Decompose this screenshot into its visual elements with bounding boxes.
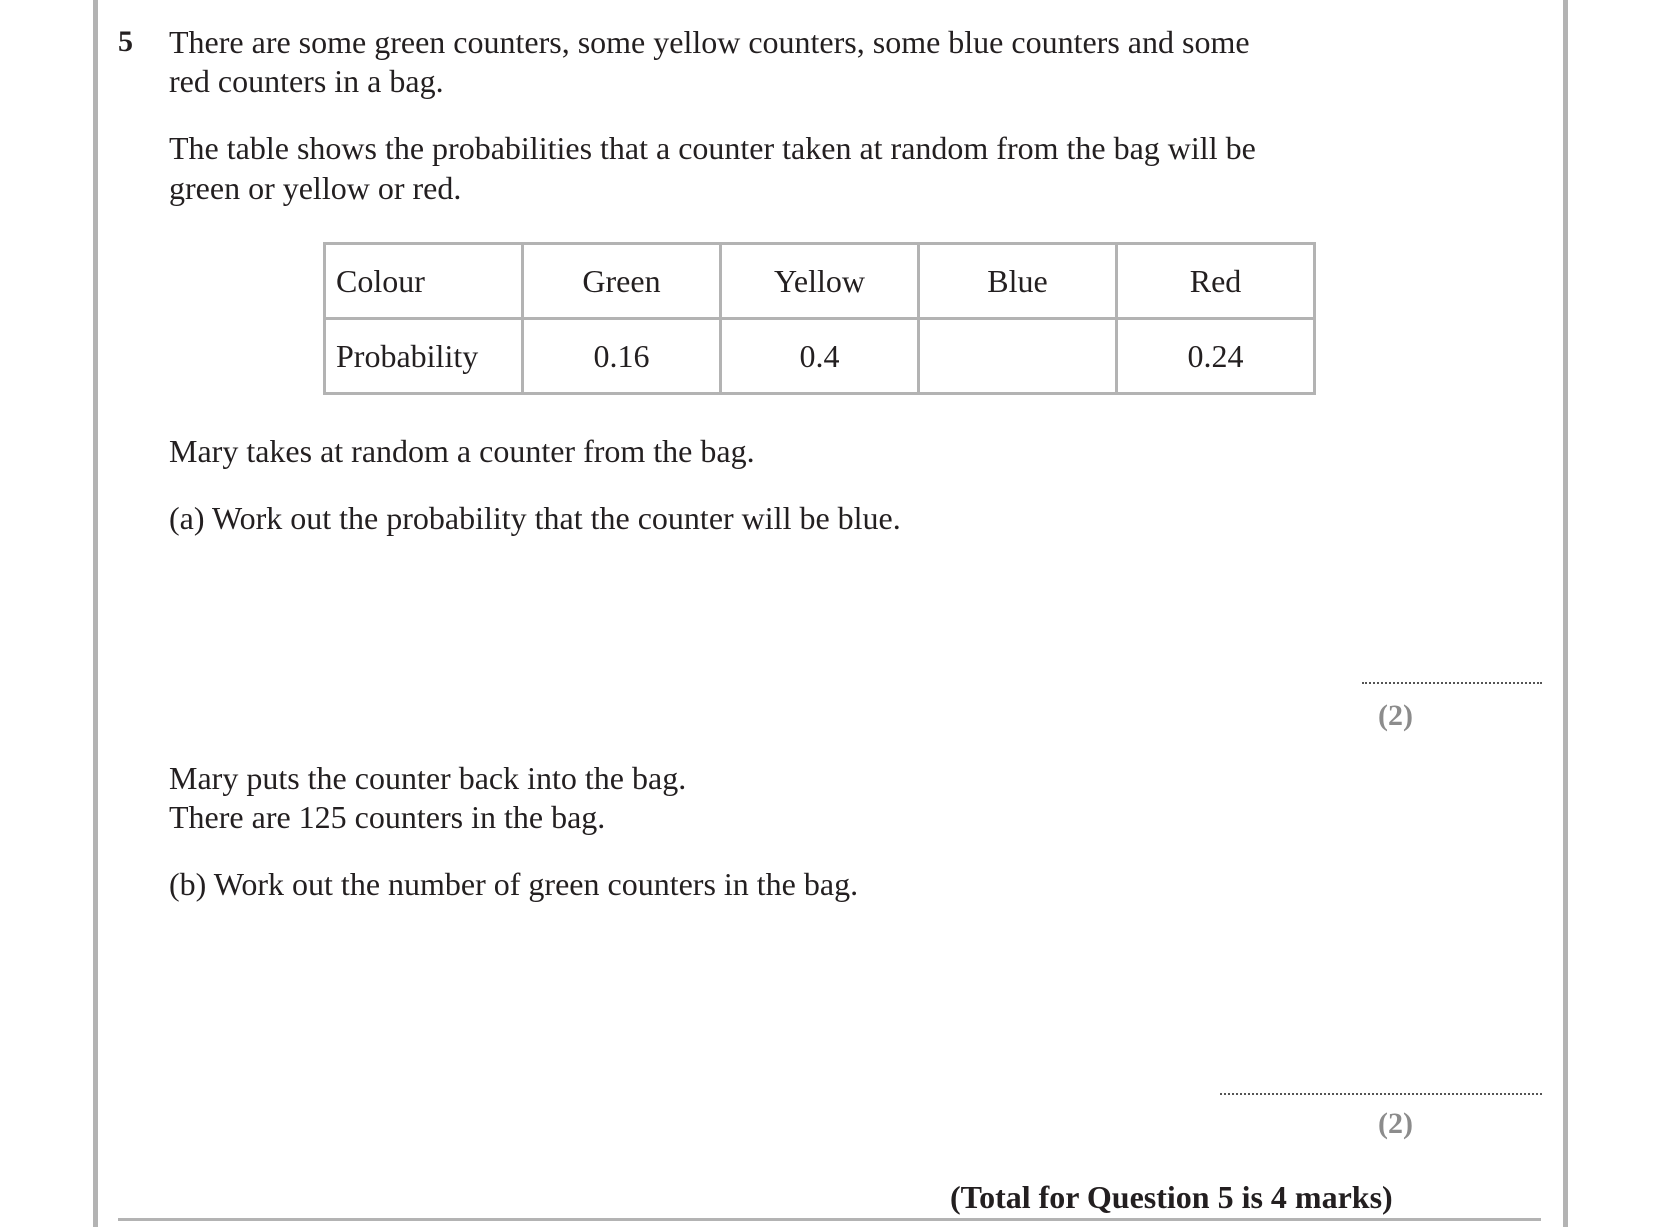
part-b-prompt: (b) Work out the number of green counters in the bag. — [169, 866, 859, 902]
question-number: 5 — [118, 25, 133, 58]
part-a-context: Mary takes at random a counter from the bag. — [169, 433, 755, 469]
bottom-rule — [118, 1218, 1541, 1221]
page-border-right — [1563, 0, 1568, 1227]
table-cell: 0.4 — [721, 319, 919, 394]
probability-table — [323, 242, 1316, 395]
page-border-left — [93, 0, 98, 1227]
table-header-cell: Blue — [919, 244, 1117, 319]
table-intro-line-2: green or yellow or red. — [169, 170, 462, 206]
table-header-cell: Red — [1117, 244, 1315, 319]
answer-line-a[interactable] — [1362, 682, 1542, 684]
table-header-cell: Green — [523, 244, 721, 319]
part-a-marks: (2) — [1378, 699, 1413, 732]
table-row — [325, 319, 1315, 394]
part-b-marks: (2) — [1378, 1107, 1413, 1140]
question-intro-line-1: There are some green counters, some yellow counters, some blue counters and some — [169, 24, 1250, 60]
table-cell: 0.24 — [1117, 319, 1315, 394]
table-header-cell: Colour — [325, 244, 523, 319]
table-intro-line-1: The table shows the probabilities that a counter taken at random from the bag will be — [169, 130, 1256, 166]
table-cell-blank — [919, 319, 1117, 394]
table-header-row — [325, 244, 1315, 319]
table-cell: 0.16 — [523, 319, 721, 394]
part-b-context-line-1: Mary puts the counter back into the bag. — [169, 760, 687, 796]
part-b-context-line-2: There are 125 counters in the bag. — [169, 799, 606, 835]
part-a-prompt: (a) Work out the probability that the counter will be blue. — [169, 500, 901, 536]
question-total: (Total for Question 5 is 4 marks) — [950, 1179, 1393, 1215]
table-header-cell: Yellow — [721, 244, 919, 319]
table-cell: Probability — [325, 319, 523, 394]
question-intro-line-2: red counters in a bag. — [169, 63, 444, 99]
answer-line-b[interactable] — [1220, 1093, 1542, 1095]
